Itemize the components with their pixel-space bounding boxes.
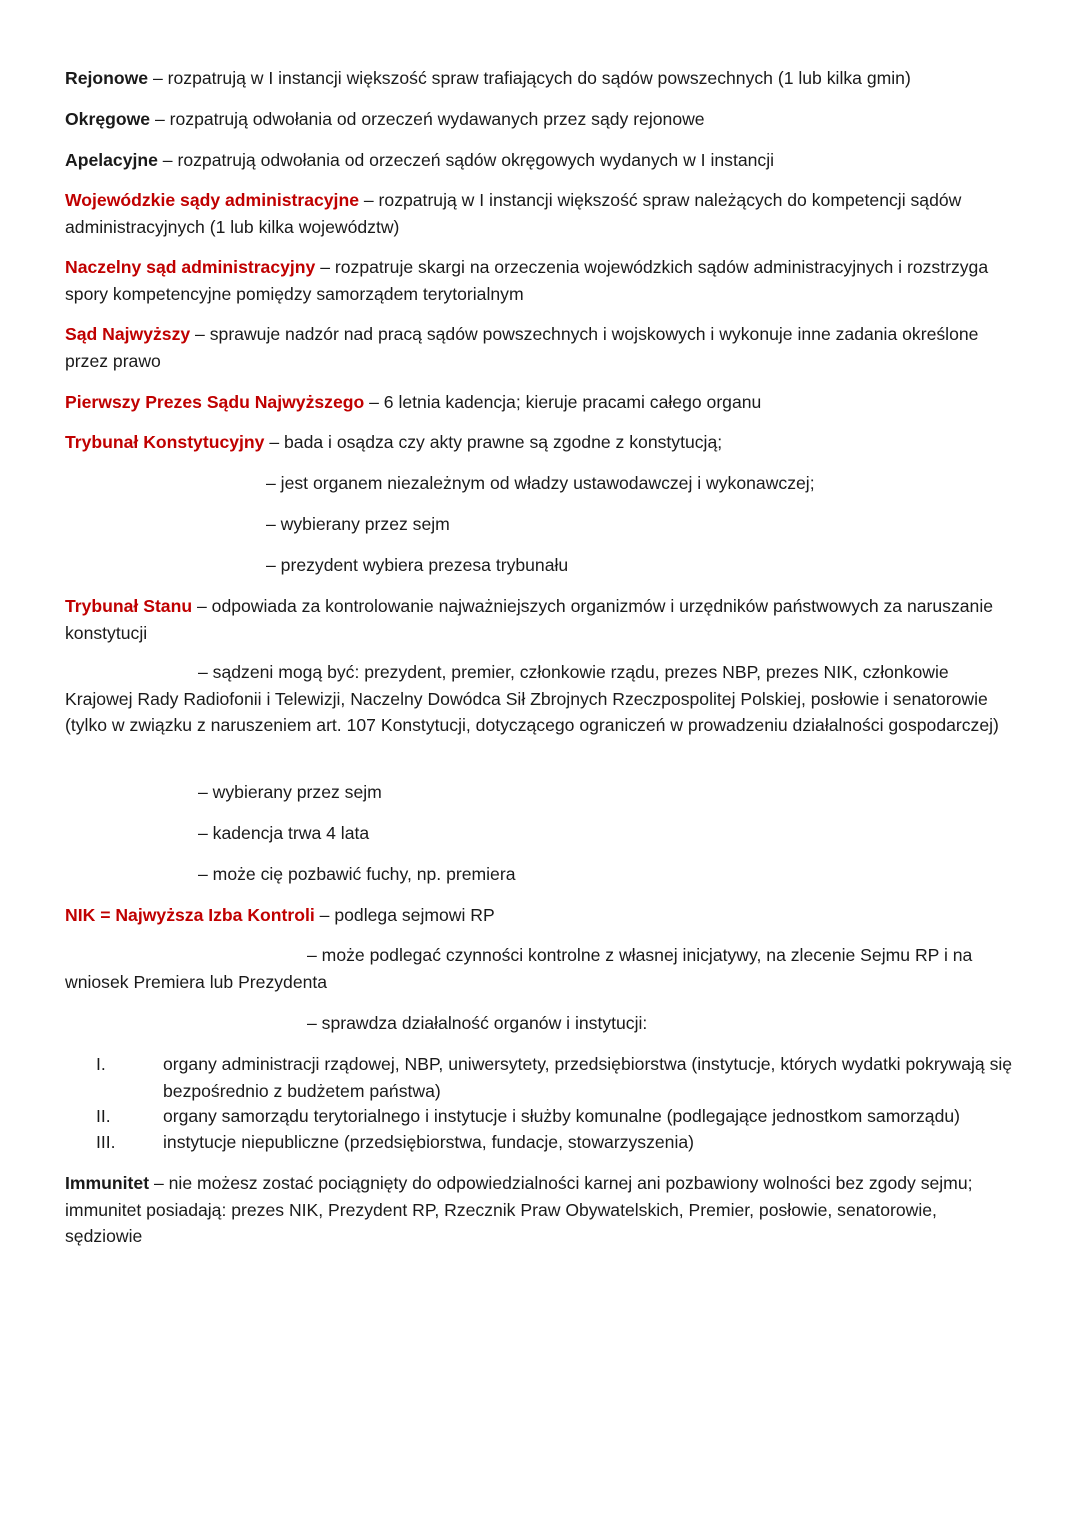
entry-wsa <box>65 187 1015 240</box>
ts-sub-item: – może cię pozbawić fuchy, np. premiera <box>198 864 516 884</box>
term: Sąd Najwyższy <box>65 324 191 344</box>
definition: – rozpatrują w I instancji większość spraw trafiających do sądów powszechnych (1 lub kilka gmin) <box>148 68 911 88</box>
list-number: I. <box>96 1054 106 1074</box>
list-number: II. <box>96 1106 111 1126</box>
term: NIK = Najwyższa Izba Kontroli <box>65 905 315 925</box>
entry-immunitet <box>65 1170 1015 1250</box>
term: Pierwszy Prezes Sądu Najwyższego <box>65 392 365 412</box>
entry-nik <box>65 902 1015 929</box>
entry-apelacyjne <box>65 147 1015 174</box>
term: Immunitet <box>65 1173 150 1193</box>
definition: – podlega sejmowi RP <box>314 905 495 925</box>
entry-ts <box>65 593 1015 646</box>
definition: – rozpatruje skargi na orzeczenia wojewódzkich sądów administracyjnych i rozstrzyga spory kompetencyjne pomiędzy samorządem terytorialnym <box>65 257 989 304</box>
definition: – rozpatrują odwołania od orzeczeń sądów okręgowych wydanych w I instancji <box>157 150 775 170</box>
term: Trybunał Konstytucyjny <box>65 432 265 452</box>
term: Trybunał Stanu <box>65 596 193 616</box>
definition: – odpowiada za kontrolowanie najważniejszych organizmów i urzędników państwowych za naruszanie konstytucji <box>65 596 994 643</box>
ts-sub-item: – kadencja trwa 4 lata <box>198 823 370 843</box>
entry-tk <box>65 429 1015 456</box>
definition: – sprawuje nadzór nad pracą sądów powszechnych i wojskowych i wykonuje inne zadania określone przez prawo <box>65 324 979 371</box>
term: Okręgowe <box>65 109 151 129</box>
ts-sub-item: – sądzeni mogą być: prezydent, premier, członkowie rządu, prezes NBP, prezes NIK, członkowie Krajowej Rady Radiofonii i Telewizji, Naczelny Dowódca Sił Zbrojnych Rzeczpospolitej Polskiej, posłowie i senatorowie (tylko w związku z naruszeniem art. 107 Konstytucji, dotyczącego ograniczeń w prowadzeniu działalności gospodarczej) <box>65 662 999 735</box>
tk-sub-item: – jest organem niezależnym od władzy ustawodawczej i wykonawczej; <box>266 473 815 493</box>
entry-prezes-sn <box>65 389 1015 416</box>
definition: – nie możesz zostać pociągnięty do odpowiedzialności karnej ani pozbawiony wolności bez zgody sejmu; immunitet posiadają: prezes NIK, Prezydent RP, Rzecznik Praw Obywatelskich, Premier, posłowie, senatorowie, sędziowie <box>65 1173 973 1246</box>
entry-okregowe <box>65 106 1015 133</box>
list-item: instytucje niepubliczne (przedsiębiorstwa, fundacje, stowarzyszenia) <box>163 1132 694 1152</box>
entry-rejonowe <box>65 65 1015 92</box>
entry-nsa <box>65 254 1015 307</box>
list-item: organy administracji rządowej, NBP, uniwersytety, przedsiębiorstwa (instytucje, których wydatki pokrywają się bezpośrednio z budżetem państwa) <box>163 1054 1013 1101</box>
entry-sn <box>65 321 1015 374</box>
term: Naczelny sąd administracyjny <box>65 257 316 277</box>
nik-sub-item: – sprawdza działalność organów i instytucji: <box>307 1013 648 1033</box>
definition: – rozpatrują odwołania od orzeczeń wydawanych przez sądy rejonowe <box>150 109 705 129</box>
term: Apelacyjne <box>65 150 158 170</box>
tk-sub-item: – prezydent wybiera prezesa trybunału <box>266 555 569 575</box>
definition: – rozpatrują w I instancji większość spraw należących do kompetencji sądów administracyjnych (1 lub kilka województw) <box>65 190 962 237</box>
list-item: organy samorządu terytorialnego i instytucje i służby komunalne (podlegające jednostkom samorządu) <box>163 1106 961 1126</box>
definition: – bada i osądza czy akty prawne są zgodne z konstytucją; <box>264 432 723 452</box>
term: Wojewódzkie sądy administracyjne <box>65 190 359 210</box>
tk-sub-item: – wybierany przez sejm <box>266 514 450 534</box>
term: Rejonowe <box>65 68 149 88</box>
list-number: III. <box>96 1132 116 1152</box>
definition: – 6 letnia kadencja; kieruje pracami całego organu <box>364 392 762 412</box>
nik-sub-item: – może podlegać czynności kontrolne z własnej inicjatywy, na zlecenie Sejmu RP i na wniosek Premiera lub Prezydenta <box>65 945 973 992</box>
ts-sub-item: – wybierany przez sejm <box>198 782 382 802</box>
